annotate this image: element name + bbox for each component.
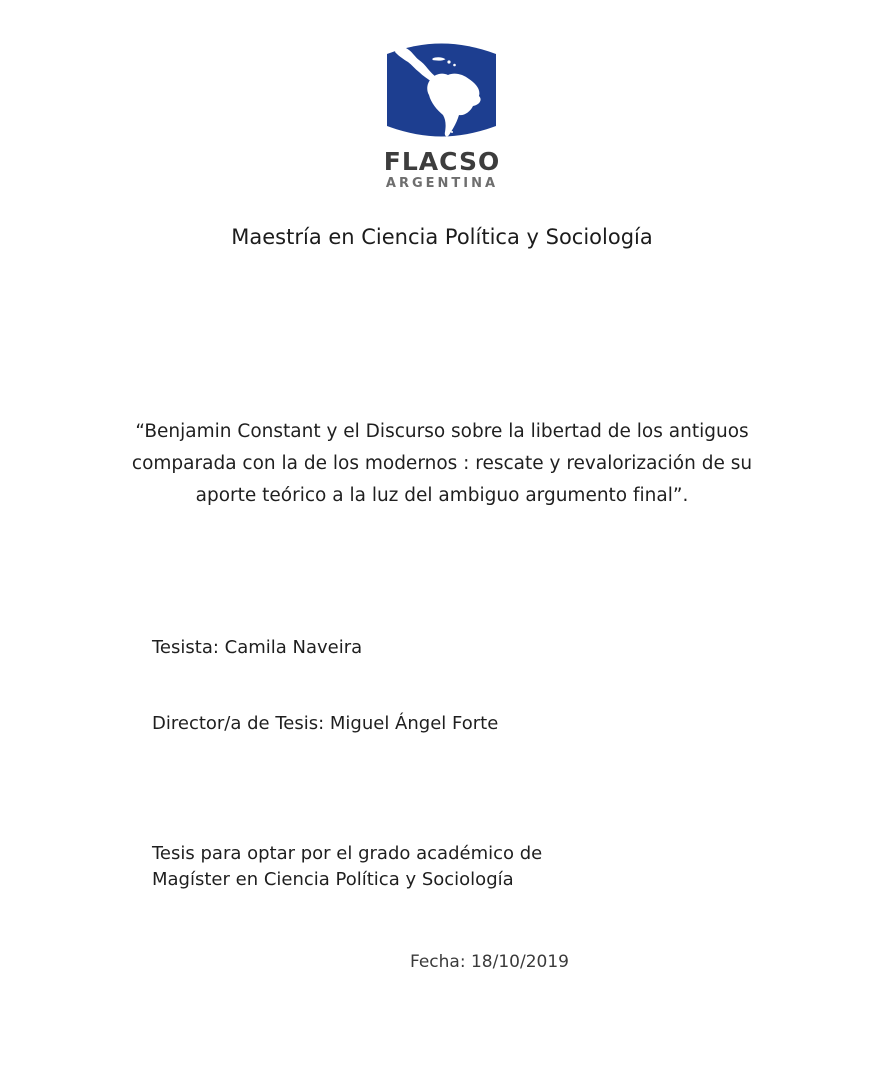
author-line: Tesista: Camila Naveira	[152, 637, 363, 658]
degree-line-1: Tesis para optar por el grado académico de	[152, 843, 543, 864]
thesis-title-line: “Benjamin Constant y el Discurso sobre la libertad de los antiguos	[135, 421, 749, 442]
program-title: Maestría en Ciencia Política y Sociología	[231, 225, 653, 249]
flacso-emblem	[385, 41, 498, 140]
thesis-title-line: comparada con la de los modernos : rescate y revalorización de su	[131, 453, 753, 474]
flacso-wordmark: FLACSO	[383, 147, 501, 176]
flacso-region-label: ARGENTINA	[385, 176, 499, 191]
degree-line-2: Magíster en Ciencia Política y Sociología	[152, 869, 514, 890]
degree-statement	[152, 841, 542, 893]
date-line: Fecha: 18/10/2019	[410, 952, 569, 972]
thesis-title-line: aporte teórico a la luz del ambiguo argumento final”.	[195, 485, 689, 506]
thesis-title	[92, 416, 792, 512]
director-line: Director/a de Tesis: Miguel Ángel Forte	[152, 713, 499, 734]
